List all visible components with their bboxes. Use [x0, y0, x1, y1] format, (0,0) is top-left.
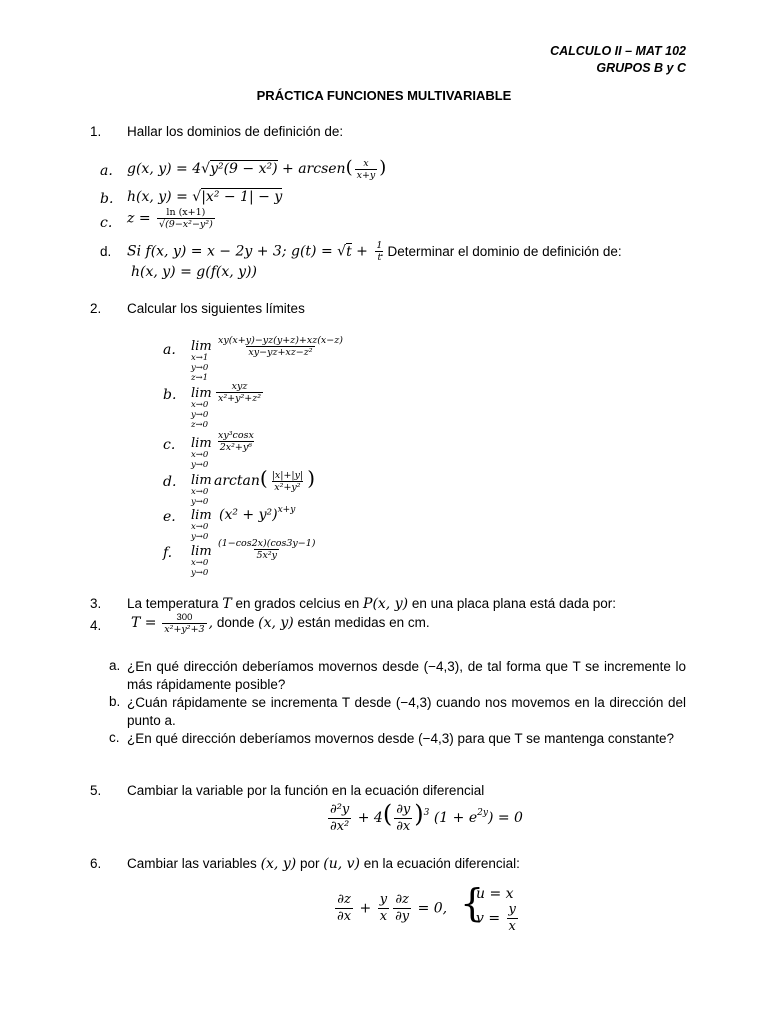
- q2-item-d-lim: lim x→0 y→0: [191, 473, 212, 507]
- q2-item-b-frac: $\frac{\text{xyz}}{\text{x²+y²+z²}}$: [218, 381, 262, 404]
- q2-item-e-label: e.: [163, 509, 176, 525]
- question-5-number: 5.: [90, 783, 102, 798]
- question-5-text: Cambiar la variable por la función en la ecuación diferencial: [127, 783, 485, 798]
- q6-system-u: u = x: [476, 886, 514, 902]
- groups-header: GRUPOS B y C: [596, 61, 686, 75]
- question-1-number: 1.: [90, 124, 102, 139]
- q5-equation: $\frac{\text{∂²y}}{\text{∂x²}}$ + 4( $\frac{\partial y}{\partial x}$ )$^3$ $(1 + e^{2y}) = 0$: [330, 800, 523, 834]
- page-title: PRÁCTICA FUNCIONES MULTIVARIABLE: [256, 88, 512, 103]
- question-4-number: 4.: [90, 618, 102, 633]
- q1-item-b-label: b.: [100, 191, 114, 207]
- q1-item-c-expr: z = $\frac{\ln (x+1)}{\text{√(9−x²−y²)}}$: [127, 207, 213, 230]
- q2-item-c-lim: lim x→0 y→0: [191, 436, 212, 470]
- question-3-line: La temperatura T en grados celcius en P(x, y) en una placa plana está dada por:: [127, 596, 617, 612]
- q2-item-b-label: b.: [163, 387, 177, 403]
- q2-item-a-label: a.: [163, 342, 176, 358]
- q2-item-f-frac: $\frac{(1-\cos 2x)(\cos 3y-1)}{\text{5x²y}}$: [218, 538, 316, 561]
- q1-item-c-label: c.: [100, 215, 113, 231]
- q2-item-d-label: d.: [163, 474, 177, 490]
- q1-item-a-label: a.: [100, 163, 113, 179]
- question-4-line: T = $\frac{300}{\text{x²+y²+3}}$ , donde (x, y) están medidas en cm.: [131, 612, 430, 635]
- q4-item-b-text: ¿Cuán rápidamente se incrementa T desde (−4,3) cuando nos movemos en la dirección del punto a.: [127, 695, 686, 728]
- question-3-number: 3.: [90, 596, 102, 611]
- q6-system-v: v = $\frac{y}{x}$: [476, 902, 516, 934]
- q2-item-e-expr: $(x^2 + y^2)^{x+y}$: [219, 505, 296, 523]
- question-1-text: Hallar los dominios de definición de:: [127, 124, 344, 139]
- q2-item-a-lim: lim x→1 y→0 z→1: [191, 339, 212, 383]
- q2-item-a-frac: $\frac{xy(x+y)-yz(y+z)+xz(x-z)}{\text{xy−yz+xz−z²}}$: [218, 335, 343, 358]
- question-6-line: Cambiar las variables (x, y) por (u, v) en la ecuación diferencial:: [127, 856, 520, 872]
- q2-item-f-lim: lim x→0 y→0: [191, 544, 212, 578]
- q6-equation: $\frac{\partial z}{\partial x}$ + $\frac{y}{x}$ $\frac{\partial z}{\partial y}$ = 0,: [337, 892, 448, 924]
- q2-item-b-lim: lim x→0 y→0 z→0: [191, 386, 212, 430]
- q2-item-f-label: f.: [163, 545, 173, 561]
- q2-item-c-label: c.: [163, 437, 176, 453]
- q1-item-b-expr: h(x, y) = √|x² − 1| − y: [127, 189, 283, 205]
- q4-item-a-label: a.: [109, 658, 121, 673]
- question-2-number: 2.: [90, 301, 102, 316]
- q2-item-c-frac: $\frac{\text{xy³cosx}}{\text{2x²+y⁶}}$: [218, 430, 254, 453]
- q4-item-a-text: ¿En qué dirección deberíamos movernos desde (−4,3), de tal forma que T se incremente lo más rápidamente posible?: [127, 659, 686, 692]
- q4-item-c-label: c.: [109, 730, 120, 745]
- q4-item-c-text: ¿En qué dirección deberíamos movernos desde (−4,3) para que T se mantenga constante?: [127, 731, 674, 746]
- q1-item-d-label: d.: [100, 244, 112, 259]
- question-2-text: Calcular los siguientes límites: [127, 301, 305, 316]
- q1-item-a-expr: g(x, y) = 4√y²(9 − x²) + arcsen( $\frac{x}{x+y}$ ): [127, 157, 387, 181]
- q4-item-b-label: b.: [109, 694, 121, 709]
- q6-system-brace: {: [460, 881, 485, 925]
- q1-item-d-text: . Determinar el dominio de definición de:: [380, 244, 622, 259]
- course-header: CALCULO II – MAT 102: [550, 44, 686, 58]
- q1-item-d-line2: h(x, y) = g(f(x, y)): [131, 264, 257, 280]
- q2-item-e-lim: lim x→0 y→0: [191, 508, 212, 542]
- question-6-number: 6.: [90, 856, 102, 871]
- q2-item-d-expr: arctan( $\frac{|x|+|y|}{\text{x²+y²}}$ ): [214, 466, 315, 493]
- q1-item-d-expr: Si f(x, y) = x − 2y + 3; g(t) = √t + $\frac{1}{t}$: [127, 240, 383, 263]
